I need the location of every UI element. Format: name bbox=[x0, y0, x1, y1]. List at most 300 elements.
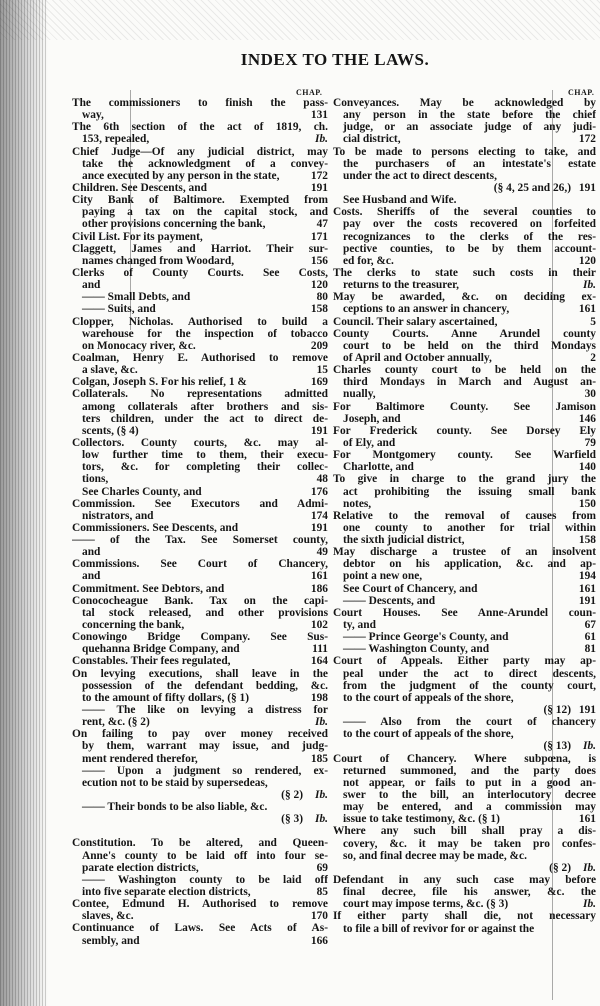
entry-text: Colgan, Joseph S. For his relief, 1 & bbox=[72, 376, 247, 389]
entry-text: ters children, under the act to direct de- bbox=[82, 412, 328, 425]
entry-text: Children. See Descents, and bbox=[72, 181, 207, 194]
chapter-number: Ib. bbox=[583, 740, 596, 753]
index-entry-heading-line bbox=[72, 668, 328, 680]
entry-text: on Monocacy river, &c. bbox=[82, 339, 196, 352]
entry-text: For Frederick county. See Dorsey Ely bbox=[333, 424, 596, 437]
entry-text: Relative to the removal of causes from bbox=[333, 509, 596, 522]
spacer bbox=[72, 825, 328, 837]
chapter-number: 69 bbox=[316, 861, 328, 874]
entry-text: —— Washington county to be laid off bbox=[82, 873, 328, 886]
scan-noise bbox=[0, 0, 600, 40]
entry-text: The 6th section of the act of 1819, ch. bbox=[72, 121, 328, 134]
index-entry-heading-line bbox=[333, 607, 596, 619]
entry-text: Court Houses. See Anne-Arundel coun- bbox=[333, 606, 596, 619]
entry-text: notes, bbox=[343, 497, 372, 510]
chapter-number: Ib. bbox=[315, 716, 328, 729]
index-entry-line bbox=[333, 850, 596, 862]
entry-text: Anne's county to be laid off into four se- bbox=[82, 849, 328, 862]
entry-text: point a new one, bbox=[343, 570, 423, 583]
chapter-number: 80 bbox=[316, 291, 328, 304]
entry-text: Constables. Their fees regulated, bbox=[72, 655, 231, 668]
index-entry-heading-line bbox=[72, 388, 328, 400]
index-entry-heading-line bbox=[333, 364, 596, 376]
chapter-number: 158 bbox=[578, 534, 596, 547]
entry-text: concerning the bank, bbox=[82, 619, 185, 632]
index-entry-line bbox=[72, 753, 328, 765]
chapter-number: Ib. bbox=[583, 898, 596, 911]
index-entry-heading-line bbox=[72, 243, 328, 255]
chapter-number: 171 bbox=[310, 230, 328, 243]
entry-text: Continuance of Laws. See Acts of As- bbox=[72, 922, 328, 935]
entry-text: debtor on his application, &c. and ap- bbox=[343, 558, 596, 571]
chapter-number: 47 bbox=[316, 218, 328, 231]
index-entry-line bbox=[333, 231, 596, 243]
entry-text: To give in charge to the grand jury the bbox=[333, 473, 596, 486]
index-entry-line bbox=[72, 328, 328, 340]
index-entry-line bbox=[72, 401, 328, 413]
index-entry-line bbox=[333, 413, 596, 425]
index-entry-line bbox=[72, 218, 328, 230]
entry-text: to file a bill of revivor for or against the bbox=[343, 922, 535, 935]
entry-text: For Montgomery county. See Warfield bbox=[333, 449, 596, 462]
entry-text: ed for, &c. bbox=[343, 254, 394, 267]
index-entry-line bbox=[72, 874, 328, 886]
chapter-number: 81 bbox=[584, 643, 596, 656]
index-entry-line bbox=[72, 716, 328, 728]
entry-text: Clerks of County Courts. See Costs, bbox=[72, 266, 328, 279]
entry-text: by them, warrant may issue, and judg- bbox=[82, 740, 328, 753]
chapter-number: 140 bbox=[578, 461, 596, 474]
entry-text: tal stock released, and other provisions bbox=[82, 606, 328, 619]
index-entry-heading-line bbox=[72, 522, 328, 534]
index-entry-line bbox=[72, 449, 328, 461]
index-entry-heading-line bbox=[333, 146, 596, 158]
index-entry-heading-line bbox=[72, 194, 328, 206]
entry-text: Council. Their salary ascertained, bbox=[333, 315, 498, 328]
chapter-number: 169 bbox=[310, 376, 328, 389]
index-entry-heading-line bbox=[72, 121, 328, 133]
index-entry-line bbox=[333, 303, 596, 315]
entry-text: other provisions concerning the bank, bbox=[82, 218, 266, 231]
index-entry-heading-line bbox=[72, 231, 328, 243]
index-entry-heading-line bbox=[333, 825, 596, 837]
index-entry-heading-line bbox=[72, 182, 328, 194]
entry-text: (§ 3) bbox=[281, 813, 303, 826]
entry-text: If either party shall die, not necessary bbox=[333, 910, 596, 923]
chapter-number: 49 bbox=[316, 546, 328, 559]
index-entry-line bbox=[333, 109, 596, 121]
entry-text: County Courts. Anne Arundel county bbox=[333, 327, 596, 340]
entry-text: tors, &c. for completing their collec- bbox=[82, 461, 328, 474]
index-entry-line bbox=[333, 801, 596, 813]
entry-text: Charlotte, and bbox=[343, 461, 414, 474]
index-entry-line bbox=[333, 133, 596, 145]
index-entry-heading-line bbox=[72, 631, 328, 643]
entry-text: See Charles County, and bbox=[82, 485, 202, 498]
index-entry-line bbox=[72, 303, 328, 315]
index-entry-heading-line bbox=[72, 595, 328, 607]
entry-text: nistrators, and bbox=[82, 509, 154, 522]
entry-text: and bbox=[82, 546, 101, 559]
entry-text: under the act to direct descents, bbox=[343, 169, 497, 182]
index-entry-line bbox=[333, 170, 596, 182]
entry-text: covery, &c. it may be taken pro confes- bbox=[343, 837, 596, 850]
index-entry-line bbox=[333, 182, 596, 194]
index-entry-line bbox=[72, 340, 328, 352]
chapter-number: 158 bbox=[310, 303, 328, 316]
index-column-right bbox=[333, 97, 596, 935]
index-entry-line bbox=[72, 206, 328, 218]
entry-text: rent, &c. (§ 2) bbox=[82, 716, 150, 729]
chapter-number: 186 bbox=[310, 582, 328, 595]
entry-text: Charles county court to be held on the bbox=[333, 364, 596, 377]
index-entry-line bbox=[333, 158, 596, 170]
entry-text: ment rendered therefor, bbox=[82, 752, 198, 765]
entry-text: The commissioners to finish the pass- bbox=[72, 97, 328, 109]
index-entry-line bbox=[333, 376, 596, 388]
index-entry-heading-line bbox=[72, 267, 328, 279]
index-entry-line bbox=[333, 437, 596, 449]
index-entry-heading-line bbox=[72, 922, 328, 934]
entry-text: Claggett, James and Harriot. Their sur- bbox=[72, 242, 328, 255]
index-entry-line bbox=[333, 740, 596, 752]
entry-text: cial district, bbox=[343, 133, 401, 146]
index-entry-line bbox=[333, 789, 596, 801]
entry-text: returned summoned, and the party does bbox=[343, 764, 596, 777]
index-entry-line bbox=[72, 570, 328, 582]
index-entry-line bbox=[333, 255, 596, 267]
index-entry-line bbox=[72, 643, 328, 655]
index-entry-line bbox=[72, 510, 328, 522]
entry-text: (§ 4, 25 and 26,) bbox=[493, 181, 571, 194]
index-entry-heading-line bbox=[333, 874, 596, 886]
entry-text: way, bbox=[82, 109, 104, 122]
entry-text: On failing to pay over money received bbox=[72, 728, 328, 741]
entry-text: Conowingo Bridge Company. See Sus- bbox=[72, 631, 328, 644]
index-entry-line bbox=[72, 133, 328, 145]
entry-text: paying a tax on the capital stock, and bbox=[82, 206, 328, 219]
chapter-number: 198 bbox=[310, 691, 328, 704]
entry-text: (§ 12) bbox=[543, 704, 571, 717]
chapter-number: 161 bbox=[578, 813, 596, 826]
index-entry-line bbox=[72, 413, 328, 425]
entry-text: Joseph, and bbox=[343, 412, 401, 425]
index-entry-line bbox=[333, 534, 596, 546]
entry-text: act prohibiting the issuing small bank bbox=[343, 485, 596, 498]
index-entry-line bbox=[333, 813, 596, 825]
entry-text: The clerks to state such costs in their bbox=[333, 266, 596, 279]
entry-text: On levying executions, shall leave in the bbox=[72, 667, 328, 680]
chapter-number: 174 bbox=[310, 509, 328, 522]
entry-text: and bbox=[82, 279, 101, 292]
entry-text: court to be held on the third Mondays bbox=[343, 339, 596, 352]
chapter-number: 161 bbox=[578, 582, 596, 595]
index-entry-line bbox=[333, 388, 596, 400]
entry-text: Where any such bill shall pray a dis- bbox=[333, 825, 596, 838]
entry-text: judge, or an associate judge of any judi- bbox=[343, 121, 596, 134]
entry-text: May be awarded, &c. on deciding ex- bbox=[333, 291, 596, 304]
entry-text: —— Prince George's County, and bbox=[343, 631, 509, 644]
index-entry-line bbox=[72, 279, 328, 291]
index-entry-line bbox=[333, 777, 596, 789]
index-entry-line bbox=[333, 704, 596, 716]
index-entry-line bbox=[72, 158, 328, 170]
index-entry-heading-line bbox=[72, 558, 328, 570]
chapter-number: Ib. bbox=[583, 279, 596, 292]
index-entry-line bbox=[72, 364, 328, 376]
index-entry-line bbox=[72, 619, 328, 631]
index-entry-heading-line bbox=[333, 655, 596, 667]
index-entry-line bbox=[333, 121, 596, 133]
index-entry-line bbox=[333, 728, 596, 740]
chapter-number: 191 bbox=[578, 594, 596, 607]
index-entry-line bbox=[72, 740, 328, 752]
entry-text: To be made to persons electing to take, and bbox=[333, 145, 596, 158]
index-entry-line bbox=[72, 291, 328, 303]
entry-text: Commission. See Executors and Admi- bbox=[72, 497, 328, 510]
entry-text: the purchasers of an intestate's estate bbox=[343, 157, 596, 170]
entry-text: Conveyances. May be acknowledged by bbox=[333, 97, 596, 109]
entry-text: and bbox=[82, 570, 101, 583]
entry-text: See Husband and Wife. bbox=[343, 194, 457, 207]
entry-text: tions, bbox=[82, 473, 109, 486]
index-entry-heading-line bbox=[333, 910, 596, 922]
index-entry-heading-line bbox=[72, 352, 328, 364]
entry-text: —— of the Tax. See Somerset county, bbox=[72, 534, 328, 547]
entry-text: to the amount of fifty dollars, (§ 1) bbox=[82, 691, 250, 704]
chapter-number: 120 bbox=[578, 254, 596, 267]
index-entry-line bbox=[333, 352, 596, 364]
index-entry-line bbox=[333, 643, 596, 655]
chapter-number: 111 bbox=[312, 643, 328, 656]
entry-text: —— The like on levying a distress for bbox=[82, 704, 328, 717]
entry-text: a slave, &c. bbox=[82, 364, 138, 377]
entry-text: (§ 2) bbox=[281, 789, 303, 802]
chapter-number: 156 bbox=[310, 254, 328, 267]
entry-text: scents, (§ 4) bbox=[82, 424, 139, 437]
index-entry-line bbox=[72, 886, 328, 898]
index-entry-heading-line bbox=[333, 546, 596, 558]
entry-text: 153, repealed, bbox=[82, 133, 150, 146]
entry-text: (§ 13) bbox=[543, 740, 571, 753]
index-entry-line bbox=[72, 692, 328, 704]
entry-text: (§ 2) bbox=[549, 861, 571, 874]
index-entry-line bbox=[333, 486, 596, 498]
index-entry-heading-line bbox=[333, 328, 596, 340]
index-entry-heading-line bbox=[72, 534, 328, 546]
index-entry-line bbox=[72, 910, 328, 922]
entry-text: slaves, &c. bbox=[82, 910, 134, 923]
index-entry-heading-line bbox=[72, 498, 328, 510]
entry-text: any person in the state before the chief bbox=[343, 109, 596, 122]
entry-text: warehouse for the inspection of tobacco bbox=[82, 327, 328, 340]
entry-text: quehanna Bridge Company, and bbox=[82, 643, 240, 656]
index-entry-heading-line bbox=[333, 449, 596, 461]
index-entry-heading-line bbox=[72, 97, 328, 109]
entry-text: of April and October annually, bbox=[343, 351, 492, 364]
index-entry-line bbox=[333, 886, 596, 898]
entry-text: the sixth judicial district, bbox=[343, 534, 465, 547]
index-entry-line bbox=[72, 109, 328, 121]
chapter-number: 170 bbox=[310, 910, 328, 923]
index-entry-heading-line bbox=[72, 837, 328, 849]
entry-text: Court of Appeals. Either party may ap- bbox=[333, 655, 596, 668]
chapter-number: 15 bbox=[316, 364, 328, 377]
index-entry-line bbox=[72, 935, 328, 947]
entry-text: —— Small Debts, and bbox=[82, 291, 191, 304]
chapter-number: 161 bbox=[578, 303, 596, 316]
index-entry-line bbox=[333, 279, 596, 291]
index-entry-line bbox=[72, 801, 328, 813]
index-entry-heading-line bbox=[72, 316, 328, 328]
chapter-number: 102 bbox=[310, 619, 328, 632]
entry-text: See Court of Chancery, and bbox=[343, 582, 478, 595]
chapter-number: Ib. bbox=[583, 861, 596, 874]
chapter-number: Ib. bbox=[315, 133, 328, 146]
entry-text: Clopper, Nicholas. Authorised to build a bbox=[72, 315, 328, 328]
entry-text: final decree, file his answer, &c. the bbox=[343, 886, 596, 899]
entry-text: one county to another for trial within bbox=[343, 521, 596, 534]
chapter-number: Ib. bbox=[315, 789, 328, 802]
index-entry-line bbox=[333, 218, 596, 230]
index-entry-line bbox=[72, 473, 328, 485]
chapter-number: 194 bbox=[578, 570, 596, 583]
index-entry-heading-line bbox=[72, 146, 328, 158]
entry-text: third Mondays in March and August an- bbox=[343, 376, 596, 389]
entry-text: so, and final decree may be made, &c. bbox=[343, 849, 527, 862]
chapter-column-label-left: CHAP. bbox=[296, 88, 323, 97]
index-entry-line bbox=[333, 898, 596, 910]
chapter-number: 191 bbox=[310, 521, 328, 534]
index-entry-line bbox=[333, 716, 596, 728]
index-entry-heading-line bbox=[72, 376, 328, 388]
entry-text: Conococheague Bank. Tax on the capi- bbox=[72, 594, 328, 607]
index-entry-heading-line bbox=[72, 655, 328, 667]
entry-text: Commissions. See Court of Chancery, bbox=[72, 558, 328, 571]
entry-text: nually, bbox=[343, 388, 376, 401]
index-entry-heading-line bbox=[72, 728, 328, 740]
entry-text: pective counties, to be by them account- bbox=[343, 242, 596, 255]
entry-text: Collectors. County courts, &c. may al- bbox=[72, 436, 328, 449]
index-entry-heading-line bbox=[333, 97, 596, 109]
entry-text: Constitution. To be altered, and Queen- bbox=[72, 837, 328, 850]
index-entry-heading-line bbox=[333, 267, 596, 279]
chapter-number: 67 bbox=[584, 619, 596, 632]
chapter-number: 191 bbox=[310, 424, 328, 437]
entry-text: Defendant in any such case may before bbox=[333, 874, 596, 886]
entry-text: from the judgment of the county court, bbox=[343, 679, 596, 692]
chapter-number: 164 bbox=[310, 655, 328, 668]
index-entry-line bbox=[333, 923, 596, 935]
entry-text: Costs. Sheriffs of the several counties to bbox=[333, 206, 596, 219]
entry-text: of Ely, and bbox=[343, 436, 396, 449]
chapter-number: 146 bbox=[578, 412, 596, 425]
index-entry-line bbox=[72, 255, 328, 267]
index-entry-heading-line bbox=[333, 291, 596, 303]
entry-text: Coalman, Henry E. Authorised to remove bbox=[72, 351, 328, 364]
chapter-number: 61 bbox=[584, 631, 596, 644]
index-column-left bbox=[72, 97, 328, 947]
index-entry-heading-line bbox=[72, 898, 328, 910]
index-entry-line bbox=[333, 570, 596, 582]
index-entry-line bbox=[72, 862, 328, 874]
index-entry-line bbox=[72, 789, 328, 801]
entry-text: ecution not to be staid by supersedeas, bbox=[82, 776, 268, 789]
chapter-number: 48 bbox=[316, 473, 328, 486]
entry-text: take the acknowledgment of a convey- bbox=[82, 157, 328, 170]
index-entry-heading-line bbox=[333, 473, 596, 485]
entry-text: swer to the bill, an interlocutory decree bbox=[343, 789, 596, 802]
index-entry-heading-line bbox=[333, 510, 596, 522]
entry-text: —— Their bonds to be also liable, &c. bbox=[82, 801, 268, 814]
entry-text: recognizances to the clerks of the res- bbox=[343, 230, 596, 243]
chapter-number: 176 bbox=[310, 485, 328, 498]
entry-text: to the court of appeals of the shore, bbox=[343, 691, 514, 704]
index-entry-line bbox=[333, 765, 596, 777]
entry-text: possession of the defendant bedding, &c. bbox=[82, 679, 328, 692]
chapter-number: 5 bbox=[590, 315, 596, 328]
index-entry-line bbox=[72, 777, 328, 789]
index-entry-line bbox=[72, 486, 328, 498]
entry-text: Contee, Edmund H. Authorised to remove bbox=[72, 898, 328, 911]
index-entry-line bbox=[333, 862, 596, 874]
index-entry-line bbox=[72, 170, 328, 182]
chapter-number: 185 bbox=[310, 752, 328, 765]
entry-text: —— Washington County, and bbox=[343, 643, 490, 656]
index-entry-line bbox=[333, 243, 596, 255]
entry-text: City Bank of Baltimore. Exempted from bbox=[72, 194, 328, 207]
index-entry-line bbox=[333, 692, 596, 704]
entry-text: parate election districts, bbox=[82, 861, 199, 874]
index-entry-line bbox=[72, 813, 328, 825]
chapter-number: 161 bbox=[310, 570, 328, 583]
entry-text: —— Also from the court of chancery bbox=[343, 716, 596, 729]
entry-text: —— Suits, and bbox=[82, 303, 156, 316]
chapter-column-label-right: CHAP. bbox=[568, 88, 595, 97]
entry-text: issue to take testimony, &c. (§ 1) bbox=[343, 813, 500, 826]
index-entry-heading-line bbox=[72, 583, 328, 595]
chapter-number: Ib. bbox=[315, 813, 328, 826]
index-entry-line bbox=[72, 680, 328, 692]
chapter-number: 172 bbox=[578, 133, 596, 146]
index-entry-line bbox=[72, 607, 328, 619]
entry-text: Chief Judge—Of any judicial district, may bbox=[72, 145, 328, 158]
entry-text: —— Upon a judgment so rendered, ex- bbox=[82, 764, 328, 777]
index-entry-line bbox=[333, 340, 596, 352]
index-entry-line bbox=[333, 668, 596, 680]
chapter-number: 191 bbox=[578, 181, 596, 194]
entry-text: may be entered, and a commission may bbox=[343, 801, 596, 814]
entry-text: Commissioners. See Descents, and bbox=[72, 521, 239, 534]
chapter-number: 131 bbox=[310, 109, 328, 122]
index-entry-line bbox=[333, 194, 596, 206]
chapter-number: 191 bbox=[578, 704, 596, 717]
index-entry-line bbox=[333, 583, 596, 595]
entry-text: among collaterals after brothers and sis- bbox=[82, 400, 328, 413]
chapter-number: 120 bbox=[310, 279, 328, 292]
chapter-number: 191 bbox=[310, 181, 328, 194]
entry-text: ceptions to an answer in chancery, bbox=[343, 303, 510, 316]
scan-edge-shadow bbox=[0, 0, 48, 1006]
index-entry-heading-line bbox=[333, 425, 596, 437]
index-entry-line bbox=[333, 498, 596, 510]
index-entry-heading-line bbox=[333, 316, 596, 328]
chapter-number: 150 bbox=[578, 497, 596, 510]
entry-text: not appear, or fails to put in a good an- bbox=[343, 776, 596, 789]
chapter-number: 2 bbox=[590, 351, 596, 364]
index-entry-line bbox=[333, 461, 596, 473]
entry-text: pay over the costs recovered on forfeited bbox=[343, 218, 596, 231]
